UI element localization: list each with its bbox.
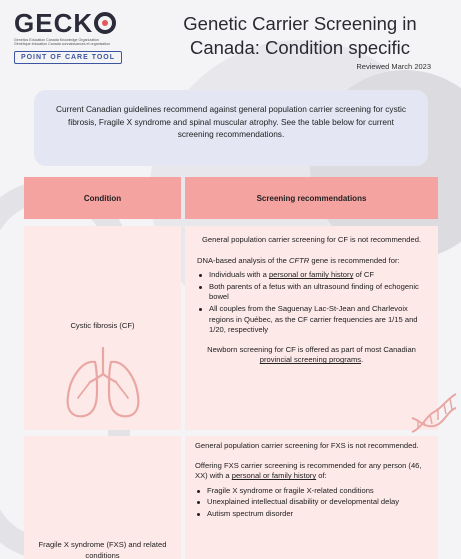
cf-intro: General population carrier screening for CF is not recommended. <box>201 235 422 244</box>
provincial-screening-programs-link[interactable]: provincial screening programs <box>259 355 362 365</box>
newborn-post: . <box>361 355 364 365</box>
list-item: Unexplained intellectual disability or developmental delay <box>195 497 430 508</box>
cftr-gene: CFTR <box>289 255 310 265</box>
personal-family-history-link[interactable]: personal or family history <box>268 270 354 280</box>
list-item-text: All couples from the Saguenay Lac-St-Jean and Charlevoix regions in Québec, as the CF carrier frequencies are 1/15 and 1/20, respectively <box>209 303 418 335</box>
page-title: Genetic Carrier Screening in Canada: Condition specific <box>183 13 417 58</box>
condition-name: Cystic fibrosis (CF) <box>70 321 135 330</box>
cf-newborn-screening <box>197 345 426 366</box>
logo-o-icon <box>94 12 116 34</box>
list-item-text: of CF <box>353 270 375 280</box>
cf-dna-pre: DNA-based analysis of the <box>197 255 290 265</box>
recommendation-cell-cf <box>185 226 438 430</box>
gecko-logo[interactable] <box>14 10 124 64</box>
fxs-criteria-list <box>195 486 430 520</box>
fxs-intro: General population carrier screening for FXS is not recommended. <box>195 441 419 450</box>
recommendation-cell-fxs <box>185 436 438 559</box>
list-item-text: Individuals with a <box>209 270 269 280</box>
lungs-icon <box>62 344 144 422</box>
fxs-offer-post: of: <box>316 471 327 481</box>
list-item: Fragile X syndrome or fragile X-related conditions <box>195 486 430 497</box>
reviewed-date: Reviewed March 2023 <box>356 62 431 71</box>
point-of-care-badge: POINT OF CARE TOOL <box>14 51 122 64</box>
condition-cell-fxs <box>24 436 181 559</box>
cf-dna-post: gene is recommended for: <box>309 255 400 265</box>
logo-wordmark: GECK <box>14 10 124 36</box>
list-item <box>197 270 426 281</box>
column-header-condition: Condition <box>24 177 181 219</box>
newborn-pre: Newborn screening for CF is offered as part of most Canadian <box>207 344 416 354</box>
condition-name: Fragile X syndrome (FXS) and related conditions <box>38 540 167 559</box>
column-header-recommendations: Screening recommendations <box>185 177 438 219</box>
list-item: Autism spectrum disorder <box>195 509 430 520</box>
list-item <box>197 304 426 336</box>
fxs-offer-pre: Offering FXS carrier screening is recommended for any person (46, XX) with a <box>195 460 422 481</box>
cf-criteria-list <box>197 270 426 336</box>
list-item <box>197 282 426 303</box>
list-item-text: Both parents of a fetus with an ultrasound finding of echogenic bowel <box>209 281 419 302</box>
logo-subtitle: Genetics Education Canada Knowledge Organization Génétique éducation Canada connaissances et organisation <box>14 38 111 47</box>
cf-dna-analysis <box>197 256 426 267</box>
dna-icon <box>408 388 460 438</box>
personal-family-history-link[interactable]: personal or family history <box>231 471 317 481</box>
fxs-offering <box>195 461 430 482</box>
condition-cell-cf <box>24 226 181 430</box>
guideline-notice: Current Canadian guidelines recommend against general population carrier screening for cystic fibrosis, Fragile X syndrome and spinal muscular atrophy. See the table below for current screening recommendations. <box>34 90 428 166</box>
